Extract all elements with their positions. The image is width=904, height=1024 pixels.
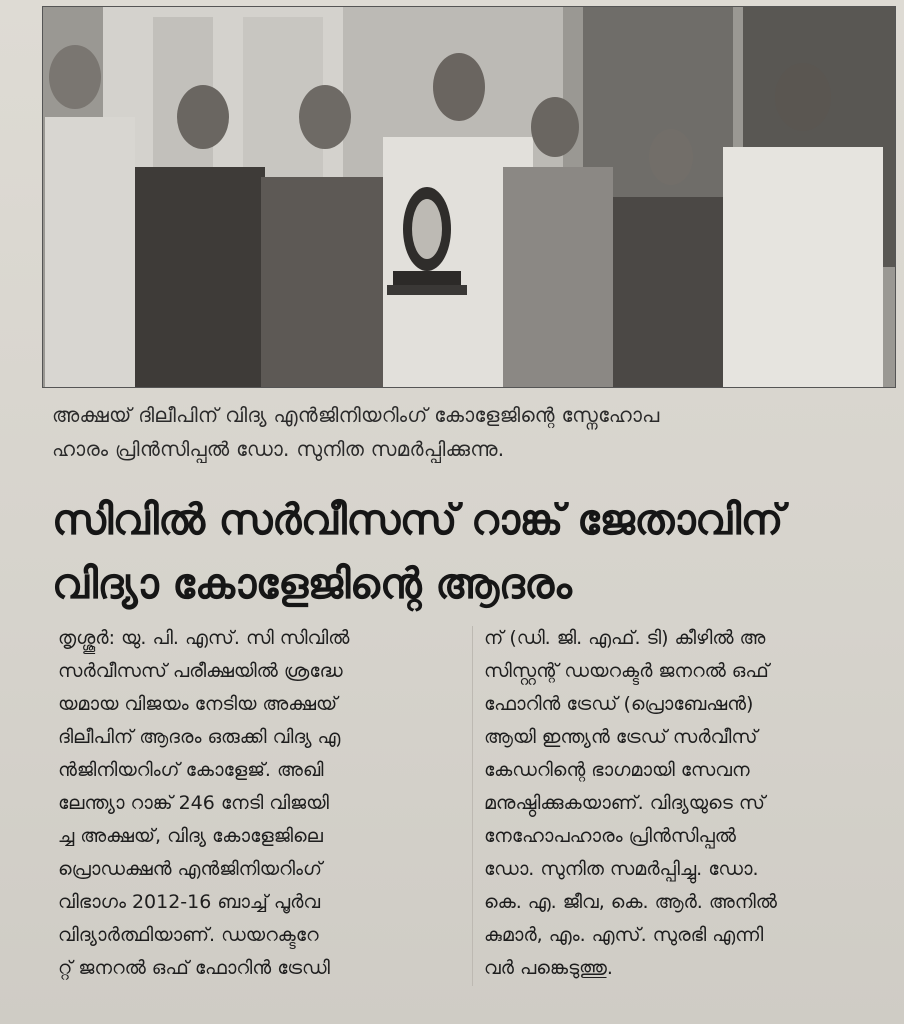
- article-line: ൻജിനിയറിംഗ് കോളേജ്. അഖി: [58, 759, 324, 781]
- article-line: പ്രൊഡക്ഷൻ എൻജിനിയറിംഗ്: [58, 858, 322, 880]
- article-line: ന് (ഡി. ജി. എഫ്. ടി) കീഴിൽ അ: [484, 627, 766, 649]
- caption-line-2: ഹാരം പ്രിൻസിപ്പൽ ഡോ. സുനിത സമർപ്പിക്കുന്നു.: [52, 437, 505, 461]
- caption-line-1: അക്ഷയ് ദിലീപിന് വിദ്യ എൻജിനിയറിംഗ് കോളേജിന്റെ സ്നേഹോപ: [52, 403, 660, 427]
- headline-line-1: സിവിൽ സർവീസസ് റാങ്ക് ജേതാവിന്: [52, 495, 783, 544]
- headline-line-2: വിദ്യാ കോളേജിന്റെ ആദരം: [52, 559, 572, 608]
- article-line: ലേന്ത്യാ റാങ്ക് 246 നേടി വിജയി: [58, 792, 329, 814]
- article-line: വർ പങ്കെടുത്തു.: [484, 957, 613, 979]
- article-line: ഫോറിൻ ട്രേഡ് (പ്രൊബേഷൻ): [484, 693, 754, 715]
- article-line: തൃശ്ശൂർ: യു. പി. എസ്. സി സിവിൽ: [58, 627, 350, 649]
- article-column-left: [58, 622, 458, 985]
- article-line: കുമാർ, എം. എസ്. സുരഭി എന്നി: [484, 924, 764, 946]
- headline: [52, 488, 892, 616]
- article-line: വിഭാഗം 2012-16 ബാച്ച് പൂർവ: [58, 891, 321, 913]
- article-line: റ്റ് ജനറൽ ഒഫ് ഫോറിൻ ട്രേഡി: [58, 957, 330, 979]
- article-line: ഡോ. സുനിത സമർപ്പിച്ചു. ഡോ.: [484, 858, 759, 880]
- article-line: മനുഷ്ഠിക്കുകയാണ്. വിദ്യയുടെ സ്: [484, 792, 765, 814]
- article-line: കേഡറിന്റെ ഭാഗമായി സേവന: [484, 759, 750, 781]
- article-line: ച്ച അക്ഷയ്, വിദ്യ കോളേജിലെ: [58, 825, 323, 847]
- photo-caption: [52, 398, 892, 466]
- article-line: ദിലീപിന് ആദരം ഒരുക്കി വിദ്യ എ: [58, 726, 341, 748]
- article-line: വിദ്യാർത്ഥിയാണ്. ഡയറക്ടറേ: [58, 924, 319, 946]
- column-divider: [472, 626, 473, 986]
- article-line: കെ. എ. ജീവ, കെ. ആർ. അനിൽ: [484, 891, 777, 913]
- article-column-right: [484, 622, 884, 985]
- article-line: ആയി ഇന്ത്യൻ ട്രേഡ് സർവീസ്: [484, 726, 758, 748]
- article-line: നേഹോപഹാരം പ്രിൻസിപ്പൽ: [484, 825, 736, 847]
- photo-illustration: [43, 7, 895, 387]
- article-line: സിസ്റ്റന്റ് ഡയറക്ടർ ജനറൽ ഒഫ്: [484, 660, 769, 682]
- event-photo: [42, 6, 896, 388]
- article-line: യമായ വിജയം നേടിയ അക്ഷയ്: [58, 693, 338, 715]
- article-line: സർവീസസ് പരീക്ഷയിൽ ശ്രദ്ധേ: [58, 660, 343, 682]
